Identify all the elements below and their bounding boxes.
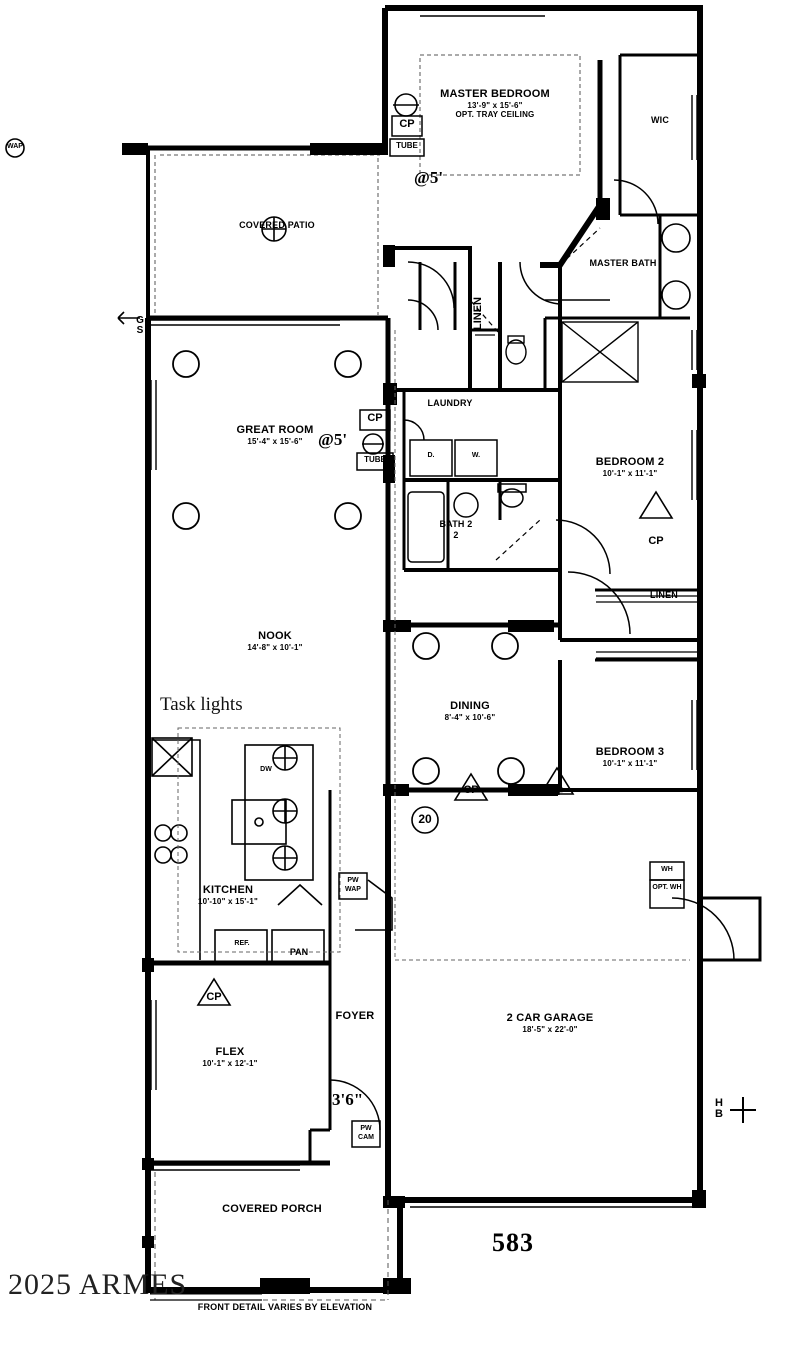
cp-label-flex: CP: [206, 991, 222, 1003]
circuit-20-label: 20: [418, 812, 432, 826]
room-label-garage: 2 CAR GARAGE 18'-5" x 22'-0": [506, 1012, 594, 1034]
room-label-foyer: FOYER: [335, 1010, 375, 1022]
room-label-kitchen: KITCHEN 10'-10" x 15'-1": [198, 884, 258, 906]
water-heater-label: WH: [661, 866, 673, 873]
refrigerator-label: REF.: [234, 940, 250, 947]
tube-label-master: TUBE: [396, 141, 418, 150]
cp-label-bedroom-2: CP: [648, 535, 664, 547]
cp-label-bedroom-3: CP: [549, 786, 565, 798]
tube-label-great-room: TUBE: [364, 455, 386, 464]
task-lights-note: Task lights: [160, 694, 243, 715]
watermark: 2025 ARMES: [8, 1268, 188, 1301]
plan-number: 583: [492, 1228, 534, 1257]
room-label-laundry: LAUNDRY: [427, 398, 473, 408]
room-label-great-room: GREAT ROOM 15'-4" x 15'-6": [236, 424, 314, 446]
room-label-wic: WIC: [650, 115, 670, 125]
pw-wap-label: PW WAP: [345, 877, 361, 894]
great-room-at-5-note: @5': [318, 430, 348, 449]
wap-icon: WAP: [7, 143, 23, 150]
cp-label-master: CP: [399, 118, 415, 130]
door-width-note: 3'6": [332, 1090, 364, 1109]
room-label-bedroom-3: BEDROOM 3 10'-1" x 11'-1": [595, 746, 665, 768]
front-detail-note: FRONT DETAIL VARIES BY ELEVATION: [197, 1302, 373, 1312]
room-label-linen-1: LINEN: [472, 297, 484, 330]
dishwasher-label: DW: [260, 766, 272, 773]
room-label-master-bedroom: MASTER BEDROOM 13'-9" x 15'-6" OPT. TRAY CEILING: [440, 88, 550, 120]
room-label-covered-patio: COVERED PATIO: [239, 220, 315, 230]
room-label-flex: FLEX 10'-1" x 12'-1": [202, 1046, 258, 1068]
hose-bib-label: H B: [715, 1097, 723, 1120]
room-label-covered-porch: COVERED PORCH: [222, 1203, 322, 1215]
room-label-nook: NOOK 14'-8" x 10'-1": [247, 630, 303, 652]
washer-label: W.: [471, 452, 481, 459]
cp-label-dining: CP: [463, 784, 479, 796]
room-label-master-bath: MASTER BATH: [589, 258, 657, 268]
master-at-5-note: @5': [414, 168, 444, 187]
dryer-label: D.: [427, 452, 435, 459]
room-label-bath-2: BATH 2 2: [439, 519, 473, 540]
room-label-bedroom-2: BEDROOM 2 10'-1" x 11'-1": [595, 456, 665, 478]
pw-cam-label: PW CAM: [358, 1125, 374, 1142]
room-label-linen-2: LINEN: [650, 590, 678, 600]
room-label-dining: DINING 8'-4" x 10'-6": [444, 700, 496, 722]
gas-stub-label: G S: [136, 315, 144, 336]
cp-label-great-room: CP: [367, 412, 383, 424]
opt-water-heater-label: OPT. WH: [652, 884, 682, 891]
pantry-label: PAN: [289, 947, 309, 957]
